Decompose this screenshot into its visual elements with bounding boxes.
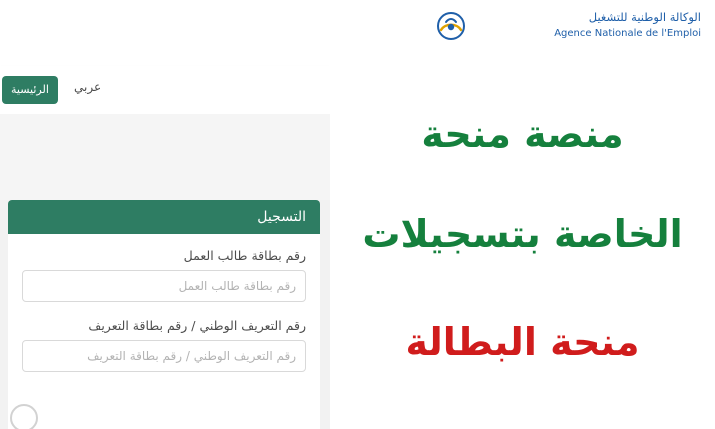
app-top-whitespace xyxy=(0,0,330,66)
headline-line-3: منحة البطالة xyxy=(405,320,640,364)
national-id-label: رقم التعريف الوطني / رقم بطاقة التعريف xyxy=(88,318,306,333)
headline-line-2: الخاصة بتسجيلات xyxy=(362,212,683,256)
job-seeker-card-label: رقم بطاقة طالب العمل xyxy=(183,248,306,263)
registration-form xyxy=(8,234,320,429)
nav-home-button[interactable]: الرئيسية xyxy=(2,76,58,104)
form-section-title: التسجيل xyxy=(8,200,320,234)
anem-logo-icon xyxy=(433,10,469,44)
app-navbar xyxy=(0,66,330,115)
web-app-pane xyxy=(0,0,330,429)
circle-decoration-icon xyxy=(10,404,38,429)
headline-line-1: منصة منحة xyxy=(421,112,624,156)
promo-pane xyxy=(330,0,715,429)
registration-stepper xyxy=(0,114,330,200)
logo-title-ar: الوكالة الوطنية للتشغيل xyxy=(588,10,701,24)
logo-title-fr: Agence Nationale de l'Emploi xyxy=(554,28,701,39)
job-seeker-card-input[interactable] xyxy=(22,270,306,302)
national-id-input[interactable] xyxy=(22,340,306,372)
nav-language-switcher[interactable]: عربي xyxy=(74,80,102,94)
